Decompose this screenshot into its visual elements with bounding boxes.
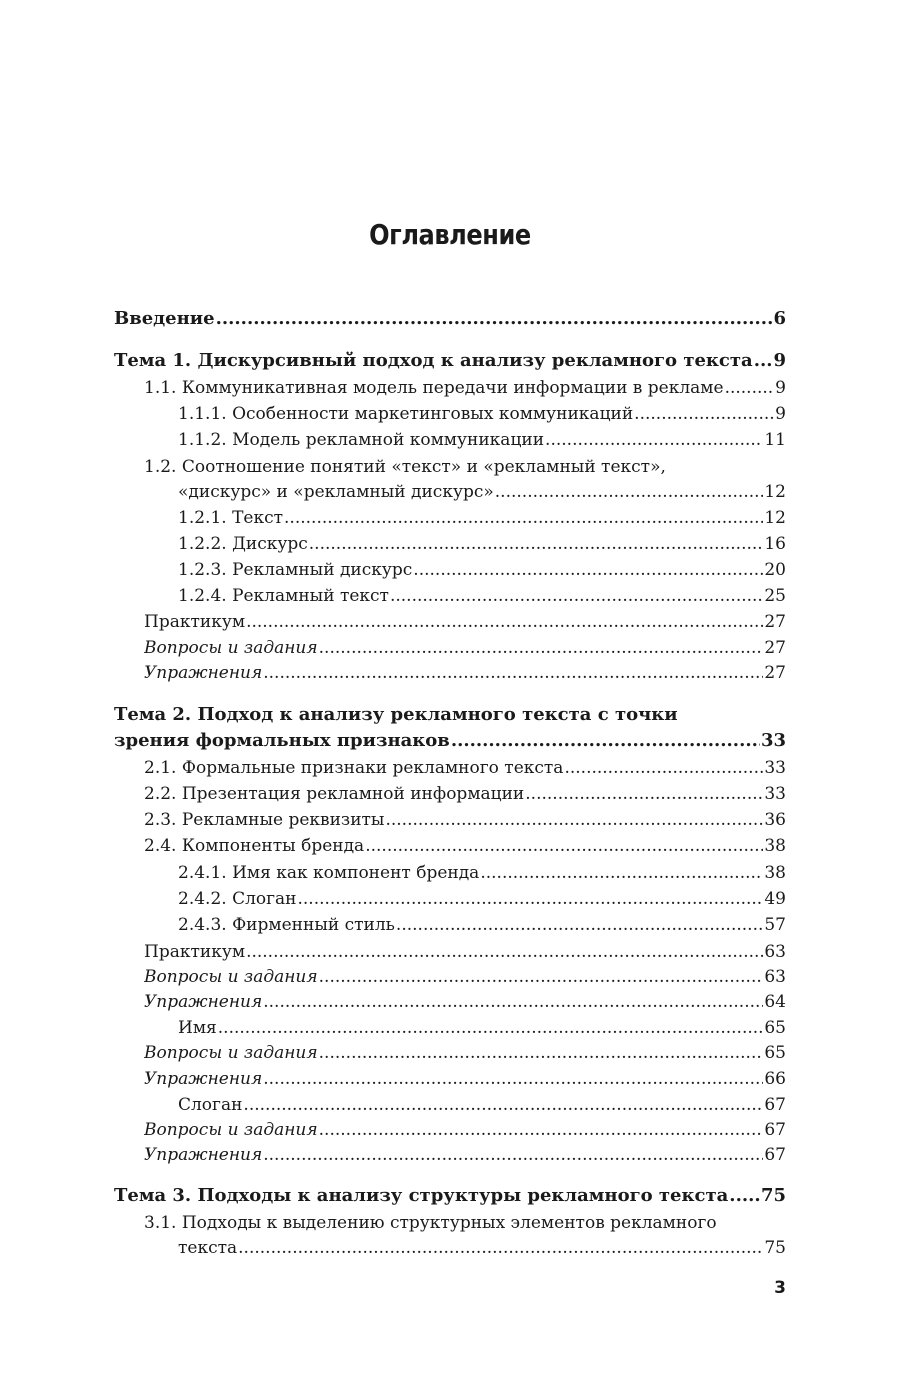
toc-dot-leader xyxy=(319,638,764,658)
toc-entry[interactable] xyxy=(178,404,786,424)
toc-entry-page: 38 xyxy=(764,863,786,883)
toc-dot-leader xyxy=(238,1238,763,1258)
toc-entry-title: Тема 2. Подход к анализу рекламного текста с точки xyxy=(114,704,678,725)
toc-entry-page: 9 xyxy=(775,378,786,398)
toc-entry-page: 67 xyxy=(764,1145,786,1165)
toc-entry[interactable] xyxy=(178,863,786,883)
toc-entry[interactable] xyxy=(144,1069,786,1089)
toc-entry-page: 27 xyxy=(764,663,786,683)
toc-entry[interactable] xyxy=(114,1186,786,1206)
toc-entry-title: 1.2.1. Текст xyxy=(178,508,284,528)
toc-entry-title: 1.1.2. Модель рекламной коммуникации xyxy=(178,430,545,450)
toc-dot-leader xyxy=(634,404,774,424)
toc-entry-title: 2.4.1. Имя как компонент бренда xyxy=(178,863,480,883)
toc-entry[interactable] xyxy=(144,638,786,658)
toc-entry-page: 33 xyxy=(760,731,786,751)
toc-entry-title: зрения формальных признаков xyxy=(114,731,450,751)
toc-entry[interactable] xyxy=(178,889,786,909)
toc-entry-title: Упражнения xyxy=(144,1145,263,1165)
toc-dot-leader xyxy=(284,508,763,528)
toc-entry-title: Вопросы и задания xyxy=(144,638,318,658)
page-title: Оглавление xyxy=(369,218,531,251)
toc-entry-title: 2.4.2. Слоган xyxy=(178,889,297,909)
toc-entry-title: Введение xyxy=(114,309,215,329)
toc-entry-title: Имя xyxy=(178,1018,217,1038)
toc-entry-page: 64 xyxy=(764,992,786,1012)
toc-entry-page: 67 xyxy=(764,1095,786,1115)
toc-entry-page: 16 xyxy=(764,534,786,554)
toc-entry-title: 3.1. Подходы к выделению структурных элементов рекламного xyxy=(144,1213,717,1233)
toc-entry-page: 66 xyxy=(764,1069,786,1089)
toc-entry-title: Тема 3. Подходы к анализу структуры рекламного текста xyxy=(114,1186,729,1206)
toc-entry[interactable] xyxy=(144,1213,717,1233)
toc-entry[interactable] xyxy=(144,836,786,856)
toc-entry-title: Тема 1. Дискурсивный подход к анализу рекламного текста xyxy=(114,351,753,371)
toc-entry-title: 1.2.4. Рекламный текст xyxy=(178,586,389,606)
toc-entry[interactable] xyxy=(144,1120,786,1140)
toc-entry[interactable] xyxy=(178,508,786,528)
toc-entry-page: 25 xyxy=(764,586,786,606)
toc-entry-page: 65 xyxy=(764,1018,786,1038)
toc-entry-title: 2.3. Рекламные реквизиты xyxy=(144,810,385,830)
toc-entry-page: 9 xyxy=(773,351,786,371)
toc-dot-leader xyxy=(263,1145,763,1165)
toc-entry[interactable] xyxy=(144,942,786,962)
toc-entry-page: 20 xyxy=(764,560,786,580)
toc-dot-leader xyxy=(725,378,775,398)
toc-entry[interactable] xyxy=(178,430,786,450)
toc-dot-leader xyxy=(297,889,763,909)
toc-entry-title: 1.1.1. Особенности маркетинговых коммуникаций xyxy=(178,404,634,424)
toc-entry-page: 75 xyxy=(760,1186,786,1206)
toc-entry-page: 63 xyxy=(764,967,786,987)
toc-entry-title: Практикум xyxy=(144,612,246,632)
toc-entry[interactable] xyxy=(178,482,786,502)
toc-dot-leader xyxy=(319,967,764,987)
toc-entry-page: 67 xyxy=(764,1120,786,1140)
toc-entry[interactable] xyxy=(178,586,786,606)
toc-dot-leader xyxy=(263,992,763,1012)
toc-dot-leader xyxy=(319,1043,764,1063)
toc-entry-title: 1.2.3. Рекламный дискурс xyxy=(178,560,413,580)
toc-dot-leader xyxy=(545,430,763,450)
toc-dot-leader xyxy=(754,351,773,371)
toc-entry-page: 11 xyxy=(764,430,786,450)
toc-entry-title: «дискурс» и «рекламный дискурс» xyxy=(178,482,494,502)
toc-entry-title: Вопросы и задания xyxy=(144,1043,318,1063)
toc-entry-page: 36 xyxy=(764,810,786,830)
toc-dot-leader xyxy=(390,586,763,606)
toc-entry-page: 6 xyxy=(773,309,786,329)
toc-entry[interactable] xyxy=(114,351,786,371)
toc-dot-leader xyxy=(729,1186,760,1206)
toc-entry-title: Вопросы и задания xyxy=(144,967,318,987)
toc-entry[interactable] xyxy=(114,705,678,725)
toc-entry-title: 1.2. Соотношение понятий «текст» и «рекламный текст», xyxy=(144,457,666,477)
toc-entry[interactable] xyxy=(144,612,786,632)
toc-dot-leader xyxy=(525,784,763,804)
toc-dot-leader xyxy=(263,663,763,683)
toc-entry-page: 65 xyxy=(764,1043,786,1063)
toc-entry-title: текста xyxy=(178,1238,238,1258)
toc-entry-page: 33 xyxy=(764,758,786,778)
toc-entry-title: 2.1. Формальные признаки рекламного текста xyxy=(144,758,564,778)
toc-entry[interactable] xyxy=(178,1238,786,1258)
toc-entry[interactable] xyxy=(144,1043,786,1063)
toc-entry-title: Практикум xyxy=(144,942,246,962)
toc-entry-page: 33 xyxy=(764,784,786,804)
toc-entry[interactable] xyxy=(144,663,786,683)
toc-entry[interactable] xyxy=(144,967,786,987)
toc-entry[interactable] xyxy=(114,309,786,329)
toc-entry-page: 63 xyxy=(764,942,786,962)
toc-dot-leader xyxy=(396,915,763,935)
toc-dot-leader xyxy=(218,1018,764,1038)
toc-entry-title: Вопросы и задания xyxy=(144,1120,318,1140)
toc-entry-title: 2.4. Компоненты бренда xyxy=(144,836,365,856)
toc-entry[interactable] xyxy=(144,992,786,1012)
toc-dot-leader xyxy=(309,534,764,554)
toc-dot-leader xyxy=(246,942,763,962)
toc-entry-page: 57 xyxy=(764,915,786,935)
toc-dot-leader xyxy=(365,836,763,856)
toc-entry[interactable] xyxy=(178,915,786,935)
toc-entry[interactable] xyxy=(178,534,786,554)
toc-dot-leader xyxy=(480,863,763,883)
toc-entry[interactable] xyxy=(144,457,666,477)
toc-entry-page: 75 xyxy=(764,1238,786,1258)
toc-dot-leader xyxy=(246,612,763,632)
toc-entry-title: Упражнения xyxy=(144,663,263,683)
toc-entry[interactable] xyxy=(144,378,786,398)
toc-entry[interactable] xyxy=(178,560,786,580)
toc-entry[interactable] xyxy=(114,731,786,751)
toc-dot-leader xyxy=(495,482,764,502)
toc-entry[interactable] xyxy=(144,784,786,804)
toc-entry-page: 49 xyxy=(764,889,786,909)
toc-dot-leader xyxy=(451,731,760,751)
toc-dot-leader xyxy=(263,1069,763,1089)
toc-entry-page: 9 xyxy=(775,404,786,424)
toc-entry-title: 2.4.3. Фирменный стиль xyxy=(178,915,395,935)
toc-entry[interactable] xyxy=(178,1018,786,1038)
toc-entry-title: Слоган xyxy=(178,1095,243,1115)
toc-entry-page: 38 xyxy=(764,836,786,856)
toc-entry[interactable] xyxy=(144,810,786,830)
toc-dot-leader xyxy=(385,810,763,830)
toc-dot-leader xyxy=(413,560,763,580)
toc-entry-title: 1.2.2. Дискурс xyxy=(178,534,308,554)
toc-dot-leader xyxy=(243,1095,763,1115)
page-number: 3 xyxy=(774,1278,786,1298)
toc-entry[interactable] xyxy=(144,1145,786,1165)
toc-dot-leader xyxy=(319,1120,764,1140)
toc-entry[interactable] xyxy=(144,758,786,778)
toc-entry-title: 1.1. Коммуникативная модель передачи информации в рекламе xyxy=(144,378,724,398)
toc-entry-title: Упражнения xyxy=(144,1069,263,1089)
toc-entry-title: 2.2. Презентация рекламной информации xyxy=(144,784,525,804)
toc-entry-page: 12 xyxy=(764,482,786,502)
toc-entry-page: 12 xyxy=(764,508,786,528)
toc-dot-leader xyxy=(216,309,773,329)
toc-dot-leader xyxy=(564,758,763,778)
toc-entry-title: Упражнения xyxy=(144,992,263,1012)
toc-entry[interactable] xyxy=(178,1095,786,1115)
toc-entry-page: 27 xyxy=(764,638,786,658)
toc-entry-page: 27 xyxy=(764,612,786,632)
